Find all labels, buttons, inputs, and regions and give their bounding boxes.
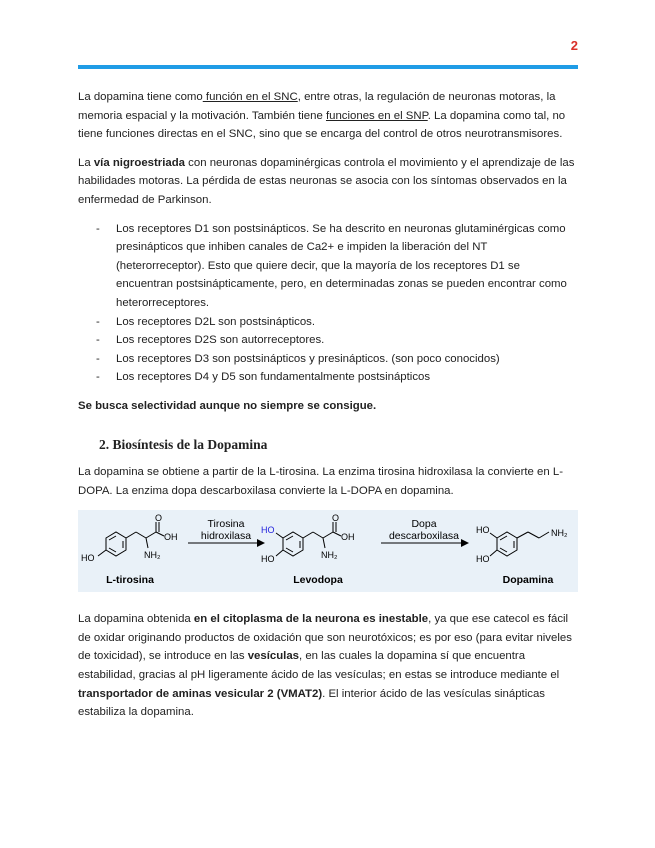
enzyme1-line1: Tirosina [207, 518, 245, 531]
list-item: - Los receptores D4 y D5 son fundamentalmente postsinápticos [78, 368, 578, 387]
document-body [78, 88, 578, 732]
reaction-scheme [78, 510, 578, 592]
levodopa-ho-label-blue: HO [261, 525, 275, 536]
list-item: - Los receptores D3 son postsinápticos y presinápticos. (son poco conocidos) [78, 350, 578, 369]
compound-label-levodopa: Levodopa [293, 574, 343, 587]
paragraph-biosynthesis: La dopamina se obtiene a partir de la L-tirosina. La enzima tirosina hidroxilasa la convierte en L-DOPA. La enzima dopa descarboxilasa convierte la L-DOPA en dopamina. [78, 466, 564, 497]
list-item: - Los receptores D2S son autorreceptores. [78, 331, 578, 350]
compound-label-l-tirosina: L-tirosina [106, 574, 154, 587]
dopamine-structure [490, 532, 549, 556]
biosynthesis-figure [78, 510, 578, 592]
tyrosine-oh-label: OH [164, 532, 178, 543]
list-item: - Los receptores D1 son postsinápticos. Se ha descrito en neuronas glutaminérgicas como presinápticos que inhiben canales de Ca2+ e impiden la liberación del NT (heterorreceptor). Esto que quiere decir, que la mayoría de los receptores D1 se encuentran postsinápticamente, pero, en determinadas zonas se pueden encontrar como heterorreceptores. [78, 220, 578, 313]
levodopa-ho-label: HO [261, 554, 275, 565]
link-funciones-snp[interactable]: funciones en el SNP [325, 109, 428, 122]
paragraph-functions: La dopamina tiene como función en el SNC, entre otras, la regulación de neuronas motoras, la memoria espacial y la motivación. También tiene funciones en el SNP. La dopamina como tal, no tiene funciones directas en el SNC, sino que se encarga del control de otros neurotransmisores. [78, 91, 566, 141]
dopamine-ho-label-bottom: HO [476, 554, 490, 565]
dopamine-ho-label-top: HO [476, 525, 490, 536]
enzyme2-line1: Dopa [411, 518, 437, 531]
tyrosine-o-label: O [155, 513, 163, 524]
levodopa-o-label: O [332, 513, 340, 524]
paragraph-vesicles: La dopamina obtenida en el citoplasma de la neurona es inestable, ya que ese catecol es fácil de oxidar originando productos de oxidación que son neurotóxicos; es por eso (para evitar niveles de toxicidad), se introduce en las vesículas, en las cuales la dopamina sí que encuentra estabilidad, gracias al pH ligeramente ácido de las vesículas; en estas se introduce mediante el transportador de aminas vesicular 2 (VMAT2). El interior ácido de las vesículas sinápticas estabiliza la dopamina. [78, 613, 572, 719]
section-heading: 2. Biosíntesis de la Dopamina [99, 436, 268, 452]
page-number: 2 [570, 38, 578, 53]
dopamine-nh2-label: NH₂ [551, 528, 568, 539]
header-rule [78, 65, 578, 69]
enzyme1-line2: hidroxilasa [200, 530, 252, 543]
levodopa-nh2-label: NH₂ [321, 550, 338, 561]
compound-label-dopamina: Dopamina [502, 574, 554, 587]
receptor-list [78, 220, 578, 387]
enzyme2-line2: descarboxilasa [388, 530, 460, 543]
levodopa-oh-label: OH [341, 532, 355, 543]
paragraph-nigrostriatal: La vía nigroestriada con neuronas dopaminérgicas controla el movimiento y el aprendizaje de las habilidades motoras. La pérdida de estas neuronas se asocia con los síntomas observados en la enfermedad de Parkinson. [78, 156, 575, 206]
link-funcion-snc[interactable]: función en el SNC [202, 91, 298, 103]
list-item: - Los receptores D2L son postsinápticos. [78, 313, 578, 332]
tyrosine-ho-label: HO [81, 553, 95, 564]
selectivity-note: Se busca selectividad aunque no siempre se consigue. [78, 399, 377, 412]
tyrosine-nh2-label: NH₂ [144, 550, 161, 561]
